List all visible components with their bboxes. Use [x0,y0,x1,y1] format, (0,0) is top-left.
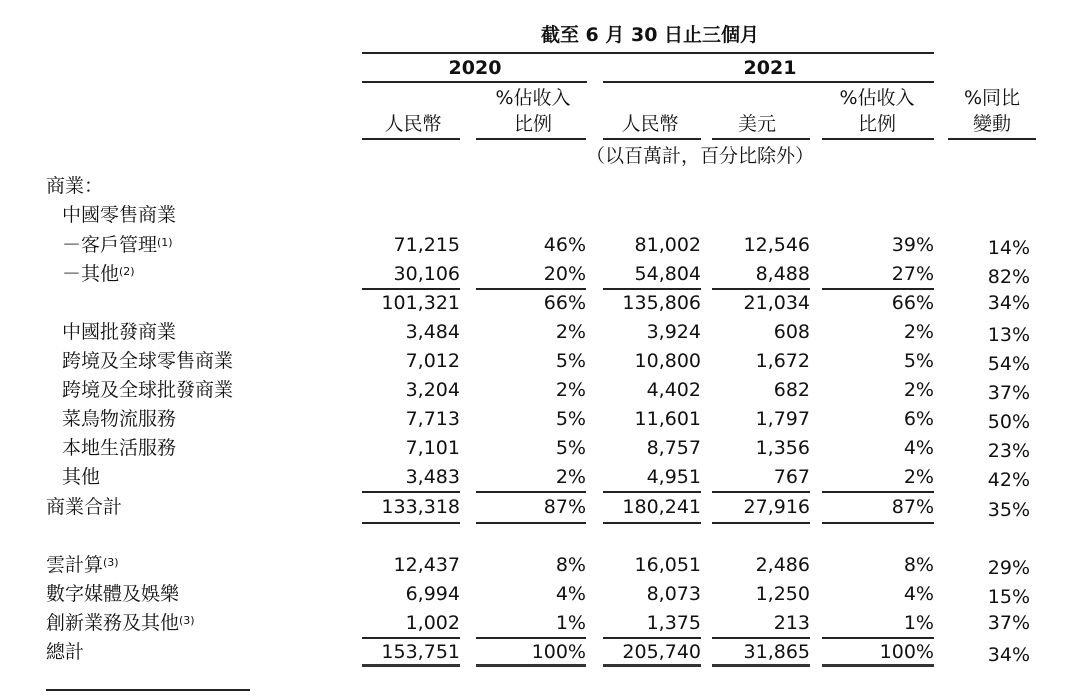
cell-pct-2021: 2% [903,379,934,401]
row-label: －客戶管理$^{(1)}$ [62,234,173,256]
cell-rmb-2021: 16,051 [634,554,701,576]
cell-rmb-2020: 6,994 [405,583,460,605]
grand-total-double-rule [362,664,460,667]
grand-total-rule [712,637,810,639]
cell-pct-2020: 20% [543,263,586,285]
cell-rmb-2021: 81,002 [634,234,701,256]
cell-pct-2020: 2% [555,321,586,343]
subtotal-rule [362,288,460,290]
cell-pct-2021: 6% [903,408,934,430]
footnote-marker: (2) [119,265,135,278]
col-rmb-2020: 人民幣 [384,113,442,135]
cell-usd-2021: 1,672 [755,350,810,372]
cell-yoy: 23% [987,440,1030,462]
cell-rmb-2020: 71,215 [393,234,460,256]
cell-yoy: 42% [987,469,1030,491]
footnote-marker: (1) [157,236,173,249]
cell-pct-2020: 5% [555,350,586,372]
cell-pct-2021: 2% [903,321,934,343]
row-label: 雲計算$^{(3)}$ [46,554,119,576]
col-rmb-2021: 人民幣 [621,113,679,135]
commerce-total-underline [822,522,934,524]
cell-rmb-2021: 180,241 [622,496,701,518]
cell-yoy: 13% [987,324,1030,346]
cell-pct-2020: 100% [531,641,586,663]
cell-yoy: 29% [987,557,1030,579]
cell-pct-2020: 5% [555,408,586,430]
subtotal-rule [712,288,810,290]
cell-usd-2021: 21,034 [743,292,810,314]
commerce-total-rule [822,491,934,493]
row-label: 跨境及全球零售商業 [62,350,234,372]
cell-pct-2021: 39% [891,234,934,256]
year-2020: 2020 [448,57,502,79]
cell-rmb-2020: 153,751 [381,641,460,663]
cell-yoy: 37% [987,612,1030,634]
grand-total-rule [476,637,586,639]
row-label: 創新業務及其他$^{(3)}$ [46,612,195,634]
cell-rmb-2021: 3,924 [646,321,701,343]
section-commerce: 商業： [46,175,104,197]
col-pct-2020-line1: %佔收入 [495,87,571,109]
cell-pct-2020: 5% [555,437,586,459]
cell-usd-2021: 1,797 [755,408,810,430]
cell-pct-2021: 27% [891,263,934,285]
row-label: 跨境及全球批發商業 [62,379,234,401]
year-2021-rule [603,81,934,83]
col-rule [948,138,1036,140]
row-label: －其他$^{(2)}$ [62,263,135,285]
col-rule [362,138,460,140]
commerce-total-rule [603,491,701,493]
section-china-retail: 中國零售商業 [62,204,177,226]
subtotal-rule [476,288,586,290]
cell-rmb-2020: 7,713 [405,408,460,430]
cell-rmb-2020: 101,321 [381,292,460,314]
col-rule [822,138,934,140]
col-yoy-line1: %同比 [963,87,1021,109]
grand-total-rule [603,637,701,639]
row-label: 商業合計 [46,496,123,518]
cell-pct-2021: 66% [891,292,934,314]
footnote-marker: (3) [179,614,195,627]
subtotal-rule [603,288,701,290]
cell-yoy: 34% [987,644,1030,666]
cell-usd-2021: 12,546 [743,234,810,256]
commerce-total-rule [362,491,460,493]
cell-usd-2021: 682 [773,379,810,401]
cell-pct-2021: 1% [903,612,934,634]
cell-yoy: 14% [987,237,1030,259]
cell-pct-2021: 5% [903,350,934,372]
cell-usd-2021: 213 [773,612,810,634]
cell-pct-2021: 4% [903,437,934,459]
col-pct-2021-line1: %佔收入 [839,87,915,109]
row-label: 數字媒體及娛樂 [46,583,180,605]
cell-rmb-2020: 7,101 [405,437,460,459]
row-label: 總計 [46,641,85,663]
cell-pct-2020: 8% [555,554,586,576]
commerce-total-underline [603,522,701,524]
cell-rmb-2020: 133,318 [381,496,460,518]
cell-usd-2021: 1,356 [755,437,810,459]
cell-rmb-2021: 4,402 [646,379,701,401]
row-label: 菜鳥物流服務 [62,408,177,430]
commerce-total-rule [476,491,586,493]
footnote-rule [46,689,250,691]
cell-pct-2021: 8% [903,554,934,576]
col-usd-2021: 美元 [737,113,776,135]
cell-rmb-2020: 30,106 [393,263,460,285]
cell-usd-2021: 767 [773,466,810,488]
cell-pct-2021: 87% [891,496,934,518]
cell-pct-2020: 2% [555,379,586,401]
cell-pct-2021: 2% [903,466,934,488]
col-rule [476,138,586,140]
cell-rmb-2020: 3,484 [405,321,460,343]
cell-rmb-2021: 54,804 [634,263,701,285]
commerce-total-underline [476,522,586,524]
row-label: 本地生活服務 [62,437,177,459]
col-rule [712,138,810,140]
period-title: 截至 6 月 30 日止三個月 [540,24,760,46]
unit-note: （以百萬計，百分比除外） [585,145,814,167]
cell-rmb-2020: 3,204 [405,379,460,401]
cell-rmb-2020: 3,483 [405,466,460,488]
col-yoy-line2: 變動 [972,113,1011,135]
cell-yoy: 50% [987,411,1030,433]
commerce-total-rule [712,491,810,493]
cell-yoy: 15% [987,586,1030,608]
cell-usd-2021: 31,865 [743,641,810,663]
cell-usd-2021: 1,250 [755,583,810,605]
grand-total-rule [822,637,934,639]
row-label: 其他 [62,466,101,488]
cell-rmb-2021: 135,806 [622,292,701,314]
cell-rmb-2021: 1,375 [646,612,701,634]
footnote-marker: (3) [103,556,119,569]
cell-pct-2021: 100% [879,641,934,663]
cell-yoy: 34% [987,292,1030,314]
cell-rmb-2020: 12,437 [393,554,460,576]
commerce-total-underline [362,522,460,524]
cell-usd-2021: 608 [773,321,810,343]
cell-pct-2020: 46% [543,234,586,256]
col-rule [603,138,701,140]
cell-pct-2021: 4% [903,583,934,605]
cell-pct-2020: 4% [555,583,586,605]
cell-yoy: 82% [987,266,1030,288]
year-2021: 2021 [743,57,797,79]
cell-usd-2021: 8,488 [755,263,810,285]
grand-total-double-rule [476,664,586,667]
cell-yoy: 54% [987,353,1030,375]
cell-rmb-2021: 4,951 [646,466,701,488]
commerce-total-underline [712,522,810,524]
col-pct-2020-line2: 比例 [513,113,552,135]
cell-usd-2021: 2,486 [755,554,810,576]
cell-pct-2020: 87% [543,496,586,518]
cell-usd-2021: 27,916 [743,496,810,518]
cell-yoy: 35% [987,499,1030,521]
cell-rmb-2021: 205,740 [622,641,701,663]
cell-rmb-2020: 1,002 [405,612,460,634]
grand-total-double-rule [603,664,701,667]
cell-pct-2020: 1% [555,612,586,634]
cell-yoy: 37% [987,382,1030,404]
year-2020-rule [362,81,587,83]
grand-total-double-rule [822,664,934,667]
cell-rmb-2021: 11,601 [634,408,701,430]
period-rule [362,52,934,54]
grand-total-double-rule [712,664,810,667]
cell-rmb-2021: 8,757 [646,437,701,459]
cell-rmb-2021: 8,073 [646,583,701,605]
col-pct-2021-line2: 比例 [857,113,896,135]
cell-rmb-2021: 10,800 [634,350,701,372]
cell-pct-2020: 66% [543,292,586,314]
subtotal-rule [822,288,934,290]
cell-rmb-2020: 7,012 [405,350,460,372]
cell-pct-2020: 2% [555,466,586,488]
row-label: 中國批發商業 [62,321,177,343]
grand-total-rule [362,637,460,639]
